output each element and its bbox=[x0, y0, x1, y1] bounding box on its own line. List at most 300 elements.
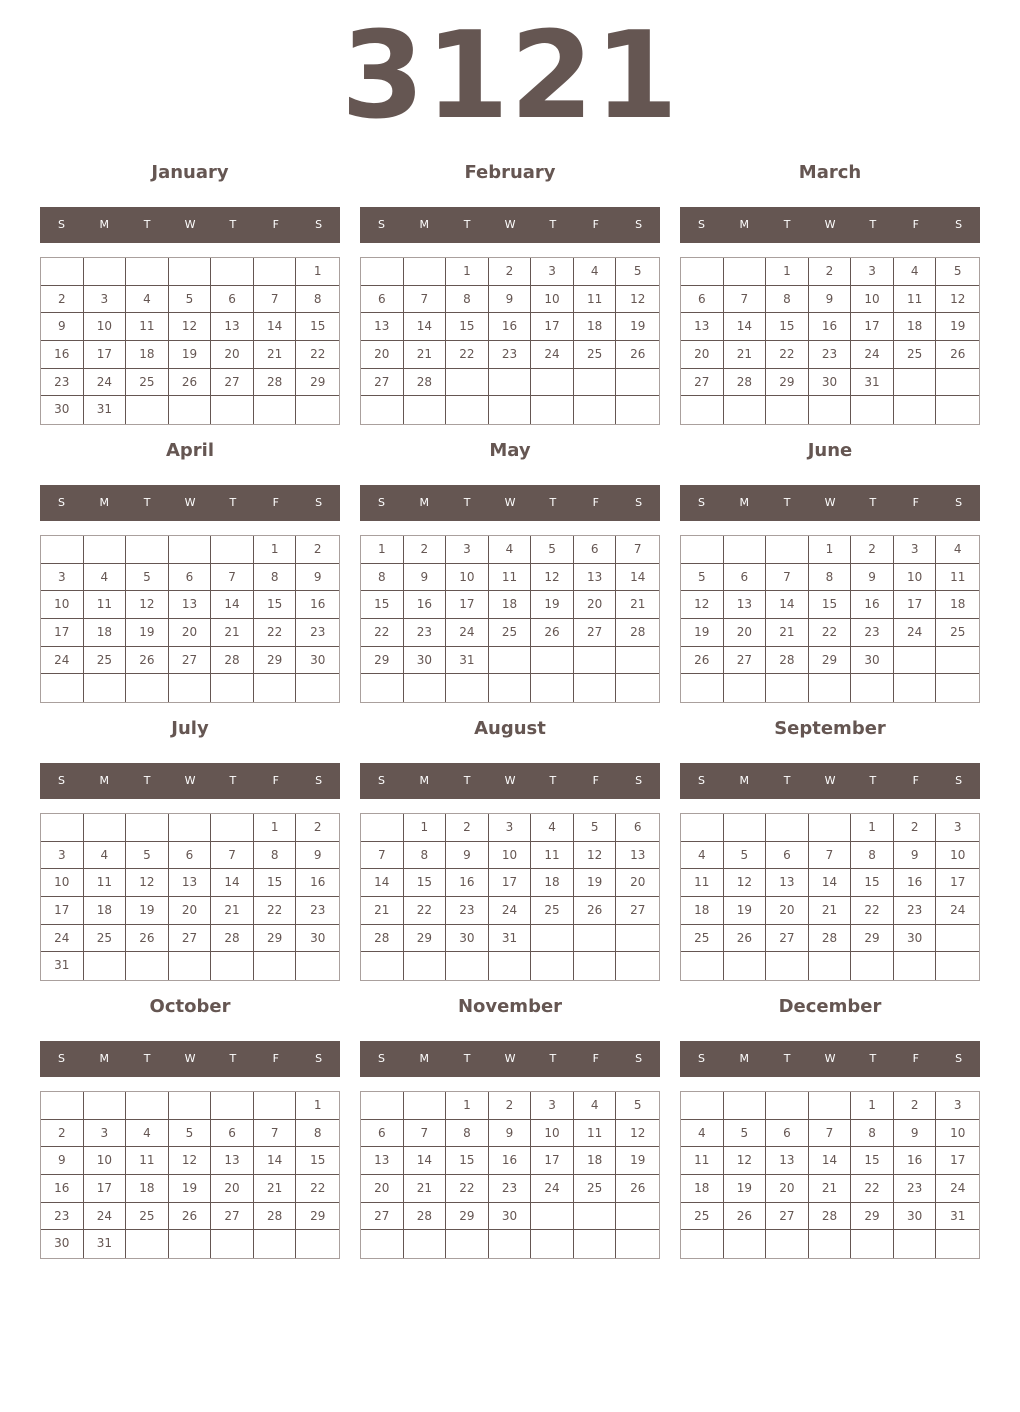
empty-cell bbox=[84, 258, 127, 286]
day-cell: 29 bbox=[296, 1203, 339, 1231]
day-cell: 18 bbox=[936, 591, 979, 619]
weekday-label: T bbox=[869, 774, 877, 787]
empty-cell bbox=[531, 1203, 574, 1231]
day-cell: 19 bbox=[574, 869, 617, 897]
weekday-label: F bbox=[272, 218, 279, 231]
day-cell: 2 bbox=[489, 1092, 532, 1120]
weekday-label: M bbox=[99, 496, 110, 509]
weekday-label: F bbox=[912, 774, 919, 787]
weekday-label: F bbox=[272, 774, 279, 787]
day-cell: 16 bbox=[809, 313, 852, 341]
day-cell: 22 bbox=[446, 341, 489, 369]
day-cell: 23 bbox=[489, 1175, 532, 1203]
day-cell: 6 bbox=[681, 286, 724, 314]
day-cell: 30 bbox=[296, 647, 339, 675]
day-cell: 6 bbox=[574, 536, 617, 564]
empty-cell bbox=[404, 674, 447, 702]
day-grid bbox=[360, 535, 660, 703]
day-cell: 20 bbox=[211, 341, 254, 369]
weekday-label: F bbox=[592, 496, 599, 509]
weekday-label: T bbox=[143, 774, 151, 787]
weekday-header bbox=[40, 485, 340, 521]
weekday-header bbox=[360, 485, 660, 521]
day-cell: 23 bbox=[894, 897, 937, 925]
weekday-header bbox=[680, 485, 980, 521]
day-cell: 3 bbox=[41, 842, 84, 870]
weekday-label: T bbox=[463, 774, 471, 787]
empty-cell bbox=[254, 396, 297, 424]
day-grid bbox=[40, 1091, 340, 1259]
day-cell: 12 bbox=[616, 1120, 659, 1148]
day-cell: 8 bbox=[446, 1120, 489, 1148]
empty-cell bbox=[936, 952, 979, 980]
empty-cell bbox=[446, 952, 489, 980]
day-cell: 19 bbox=[616, 1147, 659, 1175]
empty-cell bbox=[489, 1230, 532, 1258]
day-cell: 7 bbox=[809, 1120, 852, 1148]
empty-cell bbox=[84, 814, 127, 842]
weekday-label: W bbox=[504, 774, 516, 787]
day-cell: 5 bbox=[724, 842, 767, 870]
day-cell: 4 bbox=[574, 1092, 617, 1120]
empty-cell bbox=[531, 952, 574, 980]
empty-cell bbox=[211, 814, 254, 842]
day-cell: 29 bbox=[254, 647, 297, 675]
day-cell: 5 bbox=[616, 258, 659, 286]
weekday-label: T bbox=[463, 496, 471, 509]
day-cell: 24 bbox=[84, 369, 127, 397]
day-cell: 9 bbox=[489, 286, 532, 314]
empty-cell bbox=[126, 258, 169, 286]
day-cell: 16 bbox=[41, 1175, 84, 1203]
day-cell: 21 bbox=[809, 897, 852, 925]
day-cell: 11 bbox=[531, 842, 574, 870]
empty-cell bbox=[126, 1092, 169, 1120]
weekday-label: S bbox=[315, 218, 323, 231]
empty-cell bbox=[851, 396, 894, 424]
weekday-label: S bbox=[57, 496, 65, 509]
day-cell: 23 bbox=[296, 897, 339, 925]
empty-cell bbox=[936, 396, 979, 424]
weekday-label: F bbox=[272, 496, 279, 509]
empty-cell bbox=[211, 952, 254, 980]
weekday-label: S bbox=[955, 218, 963, 231]
empty-cell bbox=[936, 1230, 979, 1258]
day-cell: 12 bbox=[169, 1147, 212, 1175]
weekday-label: W bbox=[184, 1052, 196, 1065]
day-cell: 14 bbox=[211, 869, 254, 897]
day-cell: 25 bbox=[531, 897, 574, 925]
day-cell: 1 bbox=[254, 814, 297, 842]
weekday-label: S bbox=[697, 496, 705, 509]
empty-cell bbox=[681, 396, 724, 424]
empty-cell bbox=[361, 396, 404, 424]
day-cell: 20 bbox=[361, 1175, 404, 1203]
weekday-label: T bbox=[549, 1052, 557, 1065]
day-cell: 13 bbox=[211, 313, 254, 341]
weekday-label: M bbox=[99, 1052, 110, 1065]
empty-cell bbox=[574, 396, 617, 424]
weekday-label: T bbox=[463, 1052, 471, 1065]
empty-cell bbox=[809, 814, 852, 842]
day-cell: 14 bbox=[211, 591, 254, 619]
day-cell: 31 bbox=[489, 925, 532, 953]
weekday-label: W bbox=[184, 496, 196, 509]
day-cell: 24 bbox=[489, 897, 532, 925]
day-cell: 12 bbox=[531, 564, 574, 592]
day-cell: 5 bbox=[574, 814, 617, 842]
day-cell: 16 bbox=[489, 1147, 532, 1175]
weekday-label: S bbox=[377, 1052, 385, 1065]
weekday-label: S bbox=[315, 774, 323, 787]
empty-cell bbox=[766, 952, 809, 980]
weekday-label: T bbox=[783, 774, 791, 787]
day-cell: 15 bbox=[851, 1147, 894, 1175]
day-cell: 21 bbox=[361, 897, 404, 925]
empty-cell bbox=[211, 396, 254, 424]
day-cell: 28 bbox=[254, 1203, 297, 1231]
day-grid bbox=[40, 813, 340, 981]
empty-cell bbox=[574, 369, 617, 397]
day-cell: 7 bbox=[254, 1120, 297, 1148]
day-cell: 3 bbox=[936, 814, 979, 842]
day-cell: 18 bbox=[681, 1175, 724, 1203]
day-cell: 31 bbox=[84, 1230, 127, 1258]
day-cell: 8 bbox=[404, 842, 447, 870]
weekday-label: T bbox=[549, 496, 557, 509]
day-cell: 18 bbox=[84, 619, 127, 647]
day-cell: 8 bbox=[296, 286, 339, 314]
empty-cell bbox=[126, 814, 169, 842]
day-cell: 16 bbox=[41, 341, 84, 369]
day-cell: 16 bbox=[404, 591, 447, 619]
weekday-label: M bbox=[739, 218, 750, 231]
day-cell: 1 bbox=[296, 258, 339, 286]
day-cell: 7 bbox=[404, 286, 447, 314]
day-cell: 13 bbox=[616, 842, 659, 870]
day-cell: 10 bbox=[489, 842, 532, 870]
day-cell: 19 bbox=[169, 341, 212, 369]
day-cell: 19 bbox=[681, 619, 724, 647]
empty-cell bbox=[936, 369, 979, 397]
weekday-label: S bbox=[635, 218, 643, 231]
empty-cell bbox=[126, 396, 169, 424]
empty-cell bbox=[169, 1230, 212, 1258]
weekday-label: W bbox=[504, 1052, 516, 1065]
day-cell: 13 bbox=[211, 1147, 254, 1175]
day-cell: 28 bbox=[724, 369, 767, 397]
weekday-label: S bbox=[635, 1052, 643, 1065]
weekday-header bbox=[40, 207, 340, 243]
day-grid bbox=[360, 1091, 660, 1259]
empty-cell bbox=[681, 536, 724, 564]
weekday-label: T bbox=[549, 774, 557, 787]
day-cell: 12 bbox=[616, 286, 659, 314]
weekday-header bbox=[680, 763, 980, 799]
empty-cell bbox=[254, 1092, 297, 1120]
weekday-label: S bbox=[57, 1052, 65, 1065]
day-cell: 15 bbox=[296, 313, 339, 341]
day-cell: 22 bbox=[404, 897, 447, 925]
day-cell: 15 bbox=[446, 313, 489, 341]
day-cell: 3 bbox=[531, 258, 574, 286]
day-cell: 26 bbox=[531, 619, 574, 647]
empty-cell bbox=[211, 1092, 254, 1120]
day-cell: 22 bbox=[254, 897, 297, 925]
day-cell: 26 bbox=[169, 369, 212, 397]
day-cell: 29 bbox=[361, 647, 404, 675]
weekday-label: M bbox=[419, 496, 430, 509]
empty-cell bbox=[574, 674, 617, 702]
empty-cell bbox=[936, 647, 979, 675]
empty-cell bbox=[489, 647, 532, 675]
day-cell: 23 bbox=[404, 619, 447, 647]
day-cell: 26 bbox=[724, 1203, 767, 1231]
day-grid bbox=[40, 257, 340, 425]
empty-cell bbox=[616, 952, 659, 980]
empty-cell bbox=[894, 396, 937, 424]
day-cell: 11 bbox=[84, 591, 127, 619]
day-cell: 30 bbox=[894, 925, 937, 953]
day-cell: 31 bbox=[446, 647, 489, 675]
day-cell: 8 bbox=[851, 1120, 894, 1148]
day-cell: 17 bbox=[894, 591, 937, 619]
day-cell: 27 bbox=[169, 925, 212, 953]
day-cell: 13 bbox=[361, 313, 404, 341]
day-cell: 25 bbox=[894, 341, 937, 369]
empty-cell bbox=[616, 1230, 659, 1258]
weekday-label: T bbox=[783, 218, 791, 231]
day-cell: 5 bbox=[531, 536, 574, 564]
day-cell: 24 bbox=[41, 925, 84, 953]
day-cell: 26 bbox=[681, 647, 724, 675]
weekday-label: T bbox=[143, 218, 151, 231]
weekday-label: S bbox=[377, 774, 385, 787]
empty-cell bbox=[361, 814, 404, 842]
day-cell: 27 bbox=[574, 619, 617, 647]
day-cell: 27 bbox=[169, 647, 212, 675]
day-cell: 21 bbox=[809, 1175, 852, 1203]
day-cell: 14 bbox=[254, 1147, 297, 1175]
day-cell: 21 bbox=[254, 341, 297, 369]
day-cell: 25 bbox=[489, 619, 532, 647]
day-cell: 27 bbox=[724, 647, 767, 675]
day-cell: 15 bbox=[766, 313, 809, 341]
weekday-label: M bbox=[739, 774, 750, 787]
day-cell: 22 bbox=[851, 1175, 894, 1203]
day-cell: 7 bbox=[724, 286, 767, 314]
day-cell: 18 bbox=[84, 897, 127, 925]
day-cell: 24 bbox=[446, 619, 489, 647]
day-cell: 16 bbox=[894, 869, 937, 897]
day-cell: 23 bbox=[894, 1175, 937, 1203]
day-cell: 21 bbox=[254, 1175, 297, 1203]
day-cell: 11 bbox=[936, 564, 979, 592]
empty-cell bbox=[169, 536, 212, 564]
empty-cell bbox=[851, 952, 894, 980]
empty-cell bbox=[724, 396, 767, 424]
empty-cell bbox=[851, 674, 894, 702]
day-cell: 14 bbox=[809, 869, 852, 897]
weekday-label: W bbox=[184, 218, 196, 231]
day-cell: 14 bbox=[724, 313, 767, 341]
empty-cell bbox=[574, 647, 617, 675]
weekday-label: S bbox=[377, 218, 385, 231]
empty-cell bbox=[681, 1230, 724, 1258]
day-cell: 21 bbox=[404, 341, 447, 369]
weekday-label: F bbox=[592, 1052, 599, 1065]
empty-cell bbox=[404, 396, 447, 424]
day-cell: 20 bbox=[211, 1175, 254, 1203]
day-cell: 2 bbox=[809, 258, 852, 286]
day-cell: 5 bbox=[616, 1092, 659, 1120]
day-cell: 7 bbox=[809, 842, 852, 870]
day-cell: 14 bbox=[361, 869, 404, 897]
weekday-label: F bbox=[592, 218, 599, 231]
day-cell: 24 bbox=[84, 1203, 127, 1231]
day-cell: 9 bbox=[41, 1147, 84, 1175]
day-cell: 4 bbox=[126, 286, 169, 314]
day-cell: 8 bbox=[851, 842, 894, 870]
day-cell: 24 bbox=[936, 1175, 979, 1203]
day-cell: 13 bbox=[169, 591, 212, 619]
empty-cell bbox=[894, 674, 937, 702]
empty-cell bbox=[41, 674, 84, 702]
day-cell: 29 bbox=[296, 369, 339, 397]
day-cell: 26 bbox=[126, 647, 169, 675]
empty-cell bbox=[41, 1092, 84, 1120]
empty-cell bbox=[296, 674, 339, 702]
day-cell: 19 bbox=[126, 897, 169, 925]
empty-cell bbox=[766, 396, 809, 424]
empty-cell bbox=[404, 258, 447, 286]
day-cell: 20 bbox=[681, 341, 724, 369]
day-cell: 6 bbox=[724, 564, 767, 592]
day-cell: 30 bbox=[446, 925, 489, 953]
empty-cell bbox=[211, 1230, 254, 1258]
day-cell: 22 bbox=[809, 619, 852, 647]
weekday-label: M bbox=[419, 1052, 430, 1065]
day-cell: 8 bbox=[361, 564, 404, 592]
day-cell: 23 bbox=[489, 341, 532, 369]
day-cell: 15 bbox=[254, 591, 297, 619]
weekday-label: S bbox=[635, 496, 643, 509]
weekday-label: F bbox=[272, 1052, 279, 1065]
day-cell: 6 bbox=[169, 564, 212, 592]
day-cell: 28 bbox=[211, 647, 254, 675]
day-cell: 13 bbox=[724, 591, 767, 619]
day-cell: 16 bbox=[851, 591, 894, 619]
day-cell: 15 bbox=[404, 869, 447, 897]
empty-cell bbox=[809, 1092, 852, 1120]
day-cell: 5 bbox=[169, 286, 212, 314]
day-cell: 11 bbox=[126, 1147, 169, 1175]
day-cell: 26 bbox=[616, 341, 659, 369]
day-cell: 10 bbox=[894, 564, 937, 592]
day-cell: 30 bbox=[404, 647, 447, 675]
day-cell: 22 bbox=[851, 897, 894, 925]
day-cell: 7 bbox=[211, 842, 254, 870]
day-cell: 19 bbox=[724, 897, 767, 925]
weekday-label: M bbox=[739, 1052, 750, 1065]
day-cell: 1 bbox=[446, 258, 489, 286]
day-cell: 27 bbox=[361, 369, 404, 397]
day-cell: 15 bbox=[361, 591, 404, 619]
day-cell: 10 bbox=[936, 1120, 979, 1148]
empty-cell bbox=[361, 1230, 404, 1258]
empty-cell bbox=[531, 1230, 574, 1258]
day-cell: 30 bbox=[809, 369, 852, 397]
weekday-label: T bbox=[229, 774, 237, 787]
day-cell: 20 bbox=[616, 869, 659, 897]
day-cell: 6 bbox=[169, 842, 212, 870]
day-cell: 27 bbox=[766, 925, 809, 953]
day-cell: 3 bbox=[41, 564, 84, 592]
month-title: December bbox=[778, 996, 882, 1017]
day-cell: 28 bbox=[809, 1203, 852, 1231]
empty-cell bbox=[894, 1230, 937, 1258]
day-cell: 6 bbox=[766, 842, 809, 870]
day-cell: 11 bbox=[84, 869, 127, 897]
empty-cell bbox=[126, 952, 169, 980]
day-cell: 25 bbox=[126, 1203, 169, 1231]
day-cell: 22 bbox=[296, 1175, 339, 1203]
day-cell: 28 bbox=[766, 647, 809, 675]
year-title: 3121 bbox=[341, 7, 679, 146]
day-cell: 8 bbox=[296, 1120, 339, 1148]
day-cell: 6 bbox=[211, 286, 254, 314]
day-cell: 1 bbox=[851, 814, 894, 842]
day-cell: 17 bbox=[531, 313, 574, 341]
day-cell: 2 bbox=[296, 536, 339, 564]
empty-cell bbox=[404, 1092, 447, 1120]
day-cell: 14 bbox=[254, 313, 297, 341]
month-title: November bbox=[457, 996, 563, 1017]
day-cell: 16 bbox=[446, 869, 489, 897]
empty-cell bbox=[211, 258, 254, 286]
day-cell: 14 bbox=[404, 1147, 447, 1175]
day-cell: 1 bbox=[254, 536, 297, 564]
day-cell: 14 bbox=[616, 564, 659, 592]
weekday-label: W bbox=[824, 496, 836, 509]
weekday-label: T bbox=[783, 1052, 791, 1065]
day-cell: 12 bbox=[724, 1147, 767, 1175]
day-cell: 4 bbox=[894, 258, 937, 286]
empty-cell bbox=[531, 396, 574, 424]
day-cell: 8 bbox=[809, 564, 852, 592]
empty-cell bbox=[616, 1203, 659, 1231]
empty-cell bbox=[254, 674, 297, 702]
empty-cell bbox=[84, 1092, 127, 1120]
day-cell: 29 bbox=[404, 925, 447, 953]
empty-cell bbox=[894, 647, 937, 675]
weekday-label: S bbox=[377, 496, 385, 509]
weekday-label: F bbox=[592, 774, 599, 787]
empty-cell bbox=[531, 647, 574, 675]
day-cell: 18 bbox=[894, 313, 937, 341]
day-cell: 22 bbox=[361, 619, 404, 647]
day-cell: 11 bbox=[126, 313, 169, 341]
day-cell: 10 bbox=[851, 286, 894, 314]
day-grid bbox=[40, 535, 340, 703]
day-cell: 17 bbox=[41, 619, 84, 647]
day-cell: 13 bbox=[766, 869, 809, 897]
day-cell: 19 bbox=[724, 1175, 767, 1203]
day-cell: 27 bbox=[616, 897, 659, 925]
day-cell: 11 bbox=[574, 1120, 617, 1148]
day-cell: 1 bbox=[361, 536, 404, 564]
month-title: October bbox=[149, 996, 231, 1017]
